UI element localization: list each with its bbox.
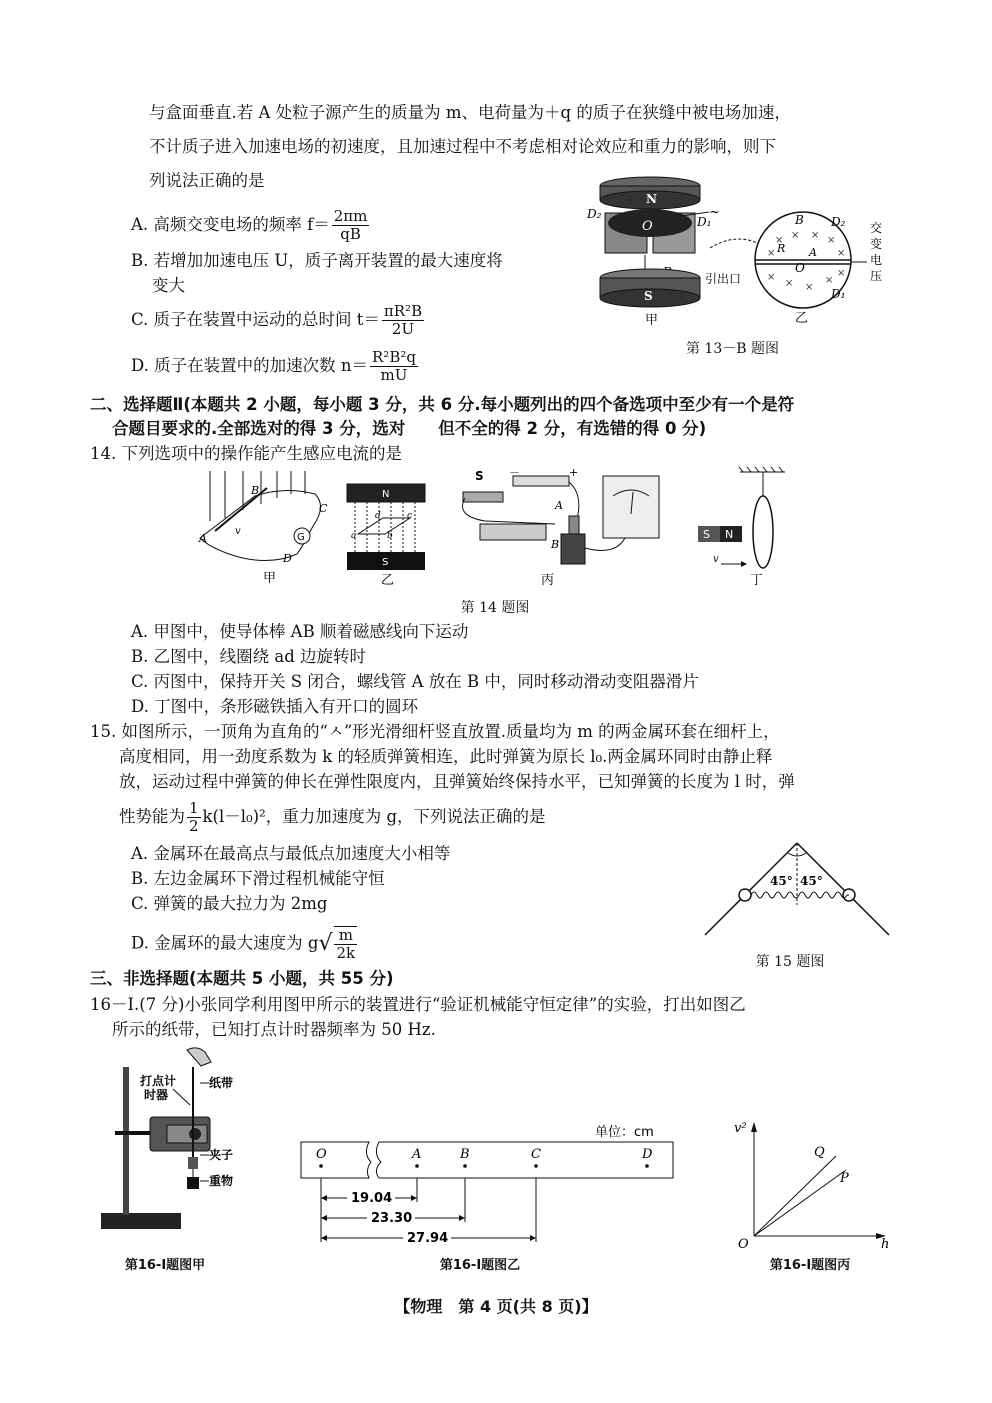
q15-line2: 高度相同，用一劲度系数为 k 的轻质弹簧相连，此时弹簧为原长 l₀.两金属环同时由静止释	[119, 747, 773, 766]
svg-text:×: ×	[767, 272, 776, 283]
q14-label-yi: 乙	[381, 573, 395, 588]
q14-label-jia: 甲	[263, 571, 277, 586]
q13-option-c-denominator: 2U	[391, 320, 415, 338]
q16-graph-origin: O	[738, 1237, 749, 1252]
q13-yi-label-d1: D₁	[831, 287, 846, 301]
q14-bing-label-plus: +	[569, 466, 579, 479]
q15-option-c: C. 弹簧的最大拉力为 2mg	[131, 894, 328, 913]
q13-label-d1: D₁	[697, 215, 712, 229]
q14-fig-bing	[463, 466, 660, 588]
q14-fig-yi	[347, 484, 425, 588]
q13-ac-symbol: ~	[709, 205, 720, 220]
q13-label-ac-2: 变	[870, 237, 883, 251]
q15-option-b: B. 左边金属环下滑过程机械能守恒	[131, 869, 385, 888]
q14-yi-label-s: S	[382, 557, 389, 568]
svg-text:×: ×	[791, 230, 800, 241]
q16-label-clip: 夹子	[209, 1148, 234, 1162]
q13-yi-label-o: O	[795, 261, 805, 275]
q16-dist-ob: 23.30	[371, 1211, 413, 1226]
q15-option-d	[131, 926, 359, 962]
q13-option-c-fraction	[382, 303, 424, 338]
q16-point-a: A	[412, 1147, 422, 1162]
q13-yi-label-r: R	[777, 242, 786, 255]
q16-dist-oc: 27.94	[407, 1231, 449, 1246]
q13-label-n: N	[646, 192, 657, 206]
q14-yi-label-c: c	[407, 511, 413, 521]
q15-sqrt-icon: √	[318, 931, 333, 956]
q15-option-a: A. 金属环在最高点与最低点加速度大小相等	[131, 844, 451, 863]
q14-yi-label-b: b	[387, 531, 393, 541]
q13-label-ac-3: 电	[870, 253, 883, 267]
q14-fig-jia	[198, 471, 328, 586]
svg-text:×: ×	[837, 248, 846, 259]
q16-label-weight: 重物	[209, 1174, 234, 1188]
svg-text:×: ×	[775, 235, 784, 246]
q15-line4-suffix: k(l－l₀)²，重力加速度为 g，下列说法正确的是	[202, 807, 546, 826]
q16-point-o: O	[316, 1147, 327, 1162]
q15-line4-prefix: 性势能为	[119, 807, 185, 826]
q13-option-d-fraction	[370, 349, 418, 384]
q16-v2-h-graph	[728, 1118, 898, 1253]
q14-jia-label-c: C	[319, 502, 328, 515]
section2-heading-line1: 二、选择题Ⅱ(本题共 2 小题，每小题 3 分，共 6 分.每小题列出的四个备选项中至少有一个是符	[90, 395, 795, 414]
q15-line3: 放，运动过程中弹簧的伸长在弹性限度内，且弹簧始终保持水平，已知弹簧的长度为 l 时，弹	[119, 772, 795, 791]
q16-dist-oa: 19.04	[351, 1191, 393, 1206]
q14-option-a: A. 甲图中，使导体棒 AB 顺着磁感线向下运动	[131, 622, 469, 641]
q15-line4-fraction	[187, 800, 201, 835]
svg-text:×: ×	[767, 248, 776, 259]
q13-option-a	[131, 208, 371, 243]
q13-label-outlet: 引出口	[705, 272, 742, 286]
q14-stem: 14. 下列选项中的操作能产生感应电流的是	[90, 444, 402, 463]
q14-jia-label-g: G	[297, 532, 305, 543]
q16-label-timer-1: 打点计	[140, 1074, 177, 1088]
q13-intro-line2: 不计质子进入加速电场的初速度，且加速过程中不考虑相对论效应和重力的影响，则下	[149, 137, 776, 156]
q14-yi-label-n: N	[382, 489, 390, 500]
svg-text:×: ×	[785, 278, 794, 289]
q16-fig3-caption: 第16-Ⅰ题图丙	[769, 1258, 851, 1273]
q16-line-p-label: P	[840, 1171, 849, 1186]
q15-option-d-numerator: m	[334, 927, 357, 945]
q13-yi-label-b: B	[795, 213, 804, 227]
q13-intro-line3: 列说法正确的是	[149, 171, 265, 190]
q16-label-tape: 纸带	[209, 1076, 234, 1090]
q16-label-timer-2: 时器	[144, 1088, 169, 1102]
q13-option-d	[131, 349, 420, 384]
q14-fig-ding	[698, 467, 785, 588]
q15-line4-numerator: 1	[189, 799, 199, 817]
section3-heading: 三、非选择题(本题共 5 小题，共 55 分)	[90, 969, 394, 988]
q13-option-c-text: C. 质子在装置中运动的总时间 t＝	[131, 310, 380, 329]
q16-tape-unit: 单位：cm	[595, 1125, 654, 1140]
q16-axis-y-label: v²	[734, 1121, 747, 1136]
q13-option-b-line1: B. 若增加加速电压 U，质子离开装置的最大速度将	[131, 251, 503, 270]
q14-option-d: D. 丁图中，条形磁铁插入有开口的圆环	[131, 697, 419, 716]
q15-option-d-text: D. 金属环的最大速度为 g	[131, 933, 319, 953]
q15-line4	[119, 800, 546, 835]
q15-line4-denominator: 2	[189, 817, 199, 835]
q13-option-d-text: D. 质子在装置中的加速次数 n＝	[131, 356, 369, 375]
q13-option-a-denominator: qB	[340, 225, 361, 243]
q14-yi-label-d: d	[375, 511, 381, 521]
q13-figure-caption: 第 13－B 题图	[685, 341, 779, 357]
svg-text:×: ×	[825, 275, 834, 286]
q15-figure-caption: 第 15 题图	[755, 954, 825, 970]
q13-option-c	[131, 303, 426, 338]
q16-apparatus-figure	[95, 1045, 265, 1240]
q14-jia-label-b: B	[251, 484, 260, 497]
q14-bing-label-minus: －	[509, 466, 520, 479]
q15-line1: 15. 如图所示，一顶角为直角的“ㅅ”形光滑细杆竖直放置.质量均为 m 的两金属环套在细杆上，	[90, 722, 780, 741]
q16-fig2-caption: 第16-Ⅰ题图乙	[439, 1258, 521, 1273]
q13-intro-line1: 与盒面垂直.若 A 处粒子源产生的质量为 m、电荷量为＋q 的质子在狭缝中被电场加速，	[149, 103, 791, 122]
q14-figure-caption: 第 14 题图	[460, 600, 530, 616]
q14-label-bing: 丙	[541, 573, 555, 588]
q16-line-q-label: Q	[814, 1145, 825, 1160]
q13-yi-label-d2: D₂	[831, 215, 846, 229]
q13-label-yi: 乙	[795, 311, 809, 326]
q14-label-ding: 丁	[750, 573, 764, 588]
svg-text:×: ×	[805, 282, 814, 293]
q13-label-ac-1: 交	[870, 221, 883, 235]
q16-line2: 所示的纸带，已知打点计时器频率为 50 Hz.	[112, 1020, 436, 1039]
q16-point-c: C	[531, 1147, 541, 1162]
q14-jia-label-v: v	[235, 526, 241, 537]
q14-bing-label-s: S	[475, 469, 484, 483]
q14-yi-label-a: a	[351, 531, 357, 541]
q15-angle-right: 45°	[800, 874, 823, 888]
q14-bing-label-b: B	[551, 538, 560, 551]
q13-option-a-numerator: 2πm	[333, 207, 368, 225]
q14-ding-label-n: N	[725, 528, 734, 541]
q14-bing-label-a: A	[555, 499, 563, 512]
q15-rod-spring-figure	[700, 835, 895, 945]
q14-jia-label-a: A	[199, 532, 207, 545]
q13-yi-label-a: A	[809, 246, 817, 259]
svg-text:×: ×	[811, 230, 820, 241]
q14-ding-label-s: S	[703, 528, 710, 541]
q13-option-c-numerator: πR²B	[383, 302, 423, 320]
q13-cyclotron-figure	[585, 168, 890, 353]
q13-option-d-numerator: R²B²q	[372, 348, 416, 366]
q13-label-o: O	[642, 219, 653, 234]
q13-label-jia: 甲	[645, 313, 659, 328]
q16-line1: 16－Ⅰ.(7 分)小张同学利用图甲所示的装置进行“验证机械能守恒定律”的实验，打出如图乙	[90, 995, 746, 1014]
q14-jia-label-d: D	[283, 552, 292, 565]
q16-point-b: B	[460, 1147, 470, 1162]
q13-option-a-text: A. 高频交变电场的频率 f＝	[131, 215, 330, 234]
q14-option-c: C. 丙图中，保持开关 S 闭合，螺线管 A 放在 B 中，同时移动滑动变阻器滑片	[131, 672, 699, 691]
q13-option-b-line2: 变大	[152, 276, 185, 295]
q13-option-d-denominator: mU	[380, 366, 408, 384]
q15-option-d-denominator: 2k	[336, 944, 356, 962]
q15-option-d-fraction	[334, 926, 357, 962]
svg-text:×: ×	[837, 268, 846, 279]
section2-heading-line2: 合题目要求的.全部选对的得 3 分，选对 但不全的得 2 分，有选错的得 0 分)	[112, 419, 707, 438]
q14-option-b: B. 乙图中，线圈绕 ad 边旋转时	[131, 647, 367, 666]
q13-label-s: S	[644, 289, 653, 303]
page-footer: 【物理 第 4 页(共 8 页)】	[394, 1297, 598, 1316]
q13-label-d2: D₂	[587, 207, 602, 221]
q16-fig1-caption: 第16-Ⅰ题图甲	[124, 1258, 206, 1273]
q13-option-a-fraction	[332, 208, 370, 243]
q16-axis-x-label: h	[881, 1237, 890, 1252]
q15-angle-left: 45°	[770, 874, 793, 888]
q13-label-ac-4: 压	[870, 269, 883, 283]
q16-point-d: D	[642, 1147, 653, 1162]
q16-tape-figure	[295, 1118, 680, 1248]
q14-figure	[195, 466, 795, 588]
svg-text:×: ×	[827, 235, 836, 246]
q14-ding-label-v: v	[713, 554, 719, 565]
